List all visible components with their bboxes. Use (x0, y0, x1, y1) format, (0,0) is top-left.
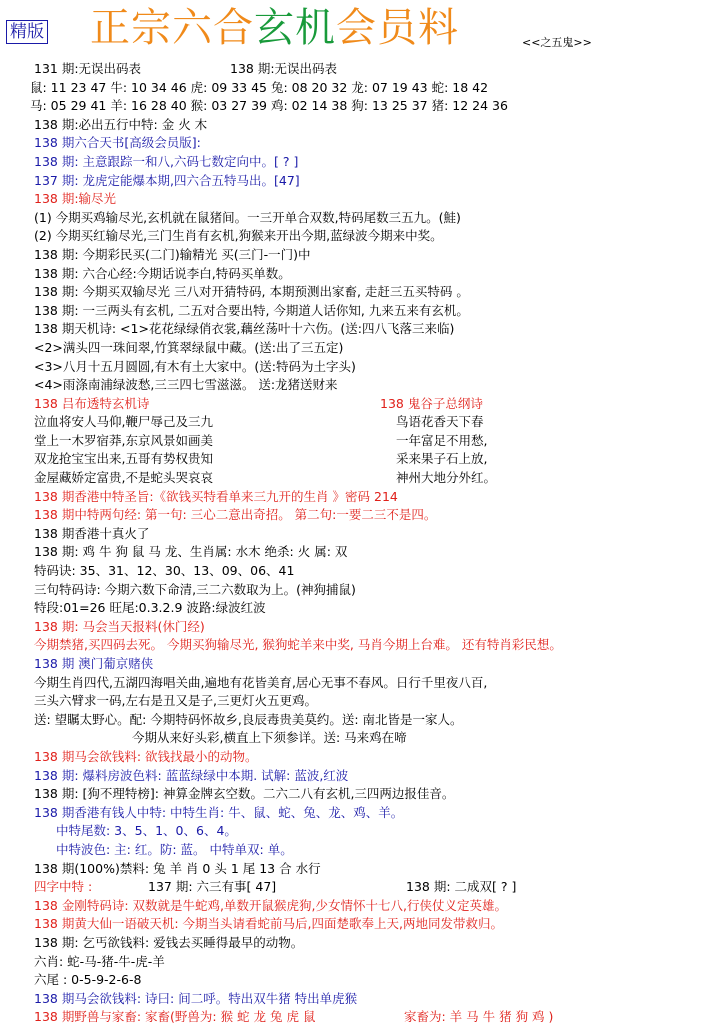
line-43: 中特波色: 主: 红。防: 蓝。 中特单双: 单。 (56, 841, 293, 857)
line-11: 138 期: 今期彩民买(二门)输精光 买(三门-一门)中 (34, 246, 311, 262)
line-34: 今期生肖四代,五湖四海唱关曲,遍地有花皆美育,居心无事不春风。日行千里夜八百, (34, 674, 488, 690)
guiguzi-poem-1: 鸟语花香天下春 (396, 414, 484, 430)
line-27: 138 期: 鸡 牛 狗 鼠 马 龙、生肖属: 水木 绝杀: 火 属: 双 (34, 544, 348, 560)
line-31: 138 期: 马会当天报料(休门经) (34, 618, 205, 634)
line-35: 三头六臂求一码,左右是丑又是子,三更灯火五更鸡。 (34, 693, 317, 709)
line-32: 今期禁猪,买四码去死。 今期买狗输尽光, 猴狗蛇羊来中奖, 马肖今期上台难。 还有特肖彩民想。 (34, 637, 562, 653)
line-45 (34, 878, 694, 897)
line-46: 138 金刚特码诗: 双数就是牛蛇鸡,单数开鼠猴虎狗,少女情怀十七八,行侠仗义定英雄。 (34, 897, 507, 913)
line-51: 138 期马会欲钱料: 诗曰: 间二呼。特出双牛猪 特出单虎猴 (34, 990, 358, 1006)
line-25: 138 期中特两句经: 第一句: 三心二意出奇招。 第二句:一要二三不是四。 (34, 507, 437, 523)
content-body (30, 60, 694, 1027)
line-02: 鼠: 11 23 47 牛: 10 34 46 虎: 09 33 45 兔: 08 20 32 龙: 07 19 43 蛇: 18 42 (30, 79, 489, 95)
line-07: 137 期: 龙虎定能爆本期,四六合五特马出。[47] (34, 172, 300, 188)
line-47: 138 期黄大仙一语破天机: 今期当头请看蛇前马后,四面楚歌奉上天,两地同发带救归。 (34, 916, 503, 932)
line-30: 特段:01=26 旺尾:0.3.2.9 波路:绿波红波 (34, 600, 266, 616)
guiguzi-poem-4: 神州大地分外红。 (396, 470, 497, 486)
line-05: 138 期六合天书[高级会员版]: (34, 135, 201, 151)
line-01-right: 138 期:无误出码表 (230, 61, 338, 76)
line-21 (34, 432, 694, 451)
line-10: (2) 今期买红输尽光,三门生肖有玄机,狗猴来开出今期,蓝绿波今期来中奖。 (34, 228, 443, 244)
line-37: 今期从来好头彩,横直上下须参详。送: 马来鸡在啼 (132, 730, 407, 746)
guiguzi-poem-3: 采来果子石上放, (396, 451, 488, 467)
line-17: <3>八月十五月圆圆,有木有土大家中。(送:特码为土字头) (34, 358, 356, 374)
line-40: 138 期: [狗不理特榜]: 神算金牌玄空数。二六二八有玄机,三四两边报佳音。 (34, 786, 455, 802)
line-09: (1) 今期买鸡输尽光,玄机就在鼠猪间。一三开单合双数,特码尾数三五九。(鮭) (34, 209, 461, 225)
line-20 (34, 413, 694, 432)
line-48: 138 期: 乞丐欲钱料: 爱钱去买睡得最早的动物。 (34, 934, 304, 950)
line-39: 138 期: 爆料房波色料: 蓝蓝绿绿中本期. 试解: 蓝波,红波 (34, 767, 349, 783)
line-06: 138 期: 主意跟踪一和八,六码七数定向中。[ ? ] (34, 153, 299, 169)
line-28: 特码诀: 35、31、12、30、13、09、06、41 (34, 563, 295, 579)
line-50: 六尾 : 0-5-9-2-6-8 (34, 972, 142, 988)
line-41: 138 期香港有钱人中特: 中特生肖: 牛、鼠、蛇、兔、龙、鸡、羊。 (34, 804, 404, 820)
line-38: 138 期马会欲钱料: 欲钱找最小的动物。 (34, 748, 258, 764)
line-22 (34, 450, 694, 469)
lubu-poem-4: 金屋藏娇定富贵,不是蛇头哭哀哀 (34, 470, 213, 486)
line-01-left: 131 期:无误出码表 (34, 61, 142, 76)
beast-livestock-right: 家畜为: 羊 马 牛 猪 狗 鸡 ) (404, 1009, 554, 1025)
title-part-1: 正宗六合 (90, 5, 254, 51)
line-24: 138 期香港中特圣旨:《欲钱买特看单来三九开的生肖 》密码 214 (34, 488, 398, 504)
line-36: 送: 望瞩太野心。配: 今期特码怀故乡,良辰毒贵美莫约。送: 南北皆是一家人。 (34, 711, 463, 727)
beast-livestock-left: 138 期野兽与家畜: 家畜(野兽为: 猴 蛇 龙 兔 虎 鼠 (34, 1009, 316, 1025)
line-13: 138 期: 今期买双输尽光 三八对开猜特码, 本期预测出家畜, 走赶三五买特码 。 (34, 284, 469, 300)
title-part-2: 玄机 (254, 5, 336, 51)
lubu-poem-3: 双龙抢宝宝出来,五哥有势权贵知 (34, 451, 213, 467)
lubu-poem-1: 泣血将安人马仰,鞭尸辱己及三九 (34, 414, 213, 430)
line-49: 六肖: 蛇-马-猪-牛-虎-羊 (34, 953, 165, 969)
line-26: 138 期香港十真火了 (34, 525, 150, 541)
line-19 (34, 395, 694, 414)
tagline: <<之五鬼>> (522, 36, 592, 49)
guiguzi-poem-title: 138 鬼谷子总纲诗 (380, 395, 483, 411)
edition-badge: 精版 (6, 20, 48, 44)
page-title (90, 4, 459, 52)
line-12: 138 期: 六合心经:今期话说李白,特码买单数。 (34, 265, 291, 281)
header (0, 0, 702, 62)
line-15: 138 期天机诗: <1>花花绿绿俏衣裳,藕丝荡叶十六伤。(送:四八飞落三来临) (34, 321, 455, 337)
line-14: 138 期: 一三两头有玄机, 二五对合要出特, 今期道人话你知, 九来五来有玄机。 (34, 302, 469, 318)
four-char-title: 四字中特 : (34, 879, 93, 895)
line-03: 马: 05 29 41 羊: 16 28 40 猴: 03 27 39 鸡: 02 14 38 狗: 13 25 37 猪: 12 24 36 (30, 98, 508, 114)
guiguzi-poem-2: 一年富足不用愁, (396, 432, 488, 448)
line-08: 138 期:输尽光 (34, 191, 117, 207)
line-44: 138 期(100%)禁料: 兔 羊 肖 0 头 1 尾 13 合 水行 (34, 860, 321, 876)
line-42: 中特尾数: 3、5、1、0、6、4。 (56, 823, 237, 839)
lubu-poem-2: 堂上一木罗宿莽,东京风景如画美 (34, 432, 213, 448)
line-01 (34, 60, 694, 79)
line-04: 138 期:必出五行中特: 金 火 木 (34, 116, 208, 132)
title-part-3: 会员料 (336, 5, 459, 51)
four-char-137: 137 期: 六三有事[ 47] (148, 879, 277, 895)
line-33: 138 期 澳门葡京赌侠 (34, 656, 154, 671)
line-29: 三句特码诗: 今期六数下命清,三二六数取为上。(神狗捕鼠) (34, 581, 356, 597)
lubu-poem-title: 138 吕布透特玄机诗 (34, 395, 150, 411)
line-23 (34, 469, 694, 488)
four-char-138: 138 期: 二成双[ ? ] (406, 879, 517, 895)
line-16: <2>满头四一珠间翠,竹箕翠绿鼠中藏。(送:出了三五定) (34, 339, 344, 355)
line-52 (34, 1008, 694, 1027)
line-18: <4>雨涤南浦绿波愁,三三四七雪滋滋。 送:龙猪送财来 (34, 377, 338, 393)
